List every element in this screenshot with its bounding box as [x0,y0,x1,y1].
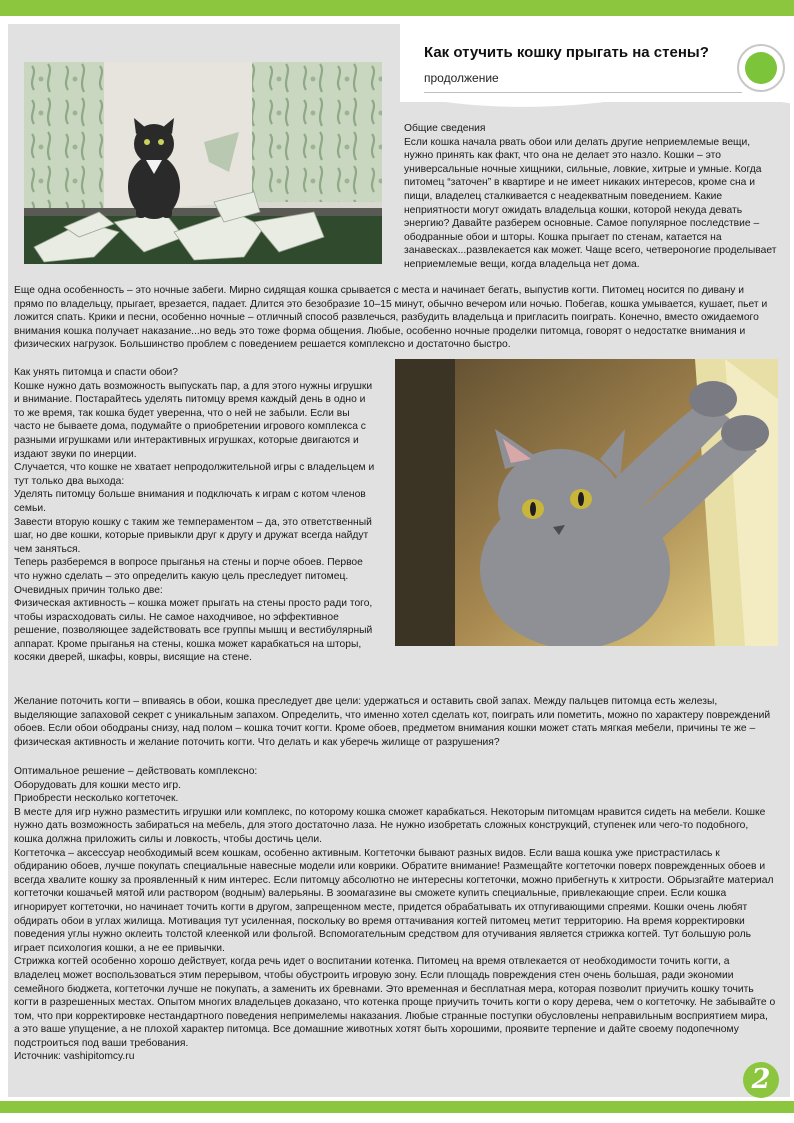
paragraph: В месте для игр нужно разместить игрушки или комплекс, по которому кошка сможет карабкаться. Некоторым питомцам нравится сидеть на мебели. Кошке нужно дать возможность забираться на мебель, для этого достаточно лаза. Не нужно изобретать сложных конструкций, ступенек или чего-то подобного, кошка должна приложить силы и ловкость, чтобы достичь цели. [14,806,766,845]
section-heading-solution: Оптимальное решение – действовать комплексно: [14,766,258,777]
intro-paragraph: Если кошка начала рвать обои или делать другие неприемлемые вещи, нужно принять как факт, что она не делает это назло. Кошки – это универсальные ночные хищники, сильные, ловкие, хитрые и умные. Когда питомец “заточен” в квартире и не имеет никаких интересов, кроме сна и пищи, владелец сталкивается с неадекватным поведением. Какие неприятности могут ожидать владельца кошки, которой некуда девать энергию? Давайте разберем основные. Самое популярное последствие – ободранные обои и шторы. Кошка прыгает по стенам, катается на занавесках...развлекается как может. Чаще всего, четвероногие проделывает неприемлемые вещи, когда владельца нет дома. [404,136,777,270]
final-block-text [14,765,776,1064]
paragraph: Случается, что кошке не хватает непродолжительной игры с владельцем и тут только два выхода: [14,462,375,487]
paragraph: Теперь разберемся в вопросе прыганья на стены и порче обоев. Первое что нужно сделать – это определить какую цель преследует питомец. Очевидных причин только две: [14,557,363,596]
intro-heading: Общие сведения [404,123,486,134]
paragraph: Стрижка когтей особенно хорошо действует, когда речь идет о воспитании котенка. Питомец на время отвлекается от необходимости точить когти, а владелец может воспользоваться этим перерывом, чтобы обустроить игровую зону. Если площадь повреждения стен очень большая, ради экономии семейного бюджета, когтеточки лучше не покупать, а заменить их бревнами. Это временная и бесплатная мера, которая позволит приучить кошку точить когти в разрешенных местах. Опытом многих владельцев доказано, что котенка проще приучить точить когти о кору дерева, чем о когтеточку. Не забывайте о том, что при корректировке нестандартного поведения непримелемы наказания. Любые странные поступки обусловлены неправильным восприятием мира, а это ваше упущение, а не плохой характер питомца. Все домашние животных хотят быть хорошими, проявите терпение и дайте своему подопечному подстроиться под ваши требования. [14,956,776,1049]
paragraph: Когтеточка – аксессуар необходимый всем кошкам, особенно активным. Когтеточки бывают разных видов. Если ваша кошка уже пристрастилась к обдиранию обоев, лучше покупать специальные навесные модели или коврики. Обратите внимание! Размещайте когтеточки поверх поврежденных обоев и всегда хвалите кошку за проявленный к ним интерес. Если питомцу абсолютно не интересны когтеточки, можно прибегнуть к хитрости. Обрызгайте материал когтеточки кошачьей мятой или раствором (водным) валерьяны. В зоомагазине вы сможете купить специальные, привлекающие спреи. Если кошка игнорирует когтеточки, но начинает точить когти в другом, запрещенном месте, придется обрабатывать их отпугивающими спреями. Кошки очень любят обдирать обои в углах жилища. Мотивация тут усиленная, поскольку во время оттачивания когтей питомец метит территорию. На время корректировки поведения углы нужно оклеить толстой клеенкой или фольгой. Вспомогательным средством для отучивания является стрижка когтей. Тут большую роль играет психология кошки, а не ее привычки. [14,847,774,954]
bottom-accent-bar [0,1101,794,1113]
source-line: Источник: vashipitomcy.ru [14,1051,135,1063]
intro-text [404,122,777,272]
night-run-paragraph: Еще одна особенность – это ночные забеги. Мирно сидящая кошка срывается с места и начинает бегать, выпустив когти. Питомец носится по дивану и прямо по владельцу, прыгает, врезается, падает. Длится это безобразие 10–15 минут, обычно вечером или ночью. Побегав, кошка умывается, кушает, пьет и ложится спать. Крики и песни, особенно ночные – отличный способ развлечься, разбудить владельца и пригласить поиграть. Конечно, вместо ожидаемого внимания кошка получает наказание...но ведь это тоже форма общения. Любые, особенно ночные проделки питомца, говорят о недостатке внимания и физических нагрузок. Большинство проблем с поведением решается комплексно и достаточно быстро. [14,285,768,351]
page-title: Как отучить кошку прыгать на стены? [424,44,709,61]
paragraph: Кошке нужно дать возможность выпускать пар, а для этого нужны игрушки и внимание. Постарайтесь уделять питомцу время каждый день в одно и то же время, так кошка будет уверенна, что о ней не забыли. Если вы часто не бываете дома, подумайте о приобретении игрового комплекса с разными игрушками или интерактивных игрушках, которые двигаются и издают звуки по инерции. [14,380,373,460]
section-heading-calm: Как унять питомца и спасти обои? [14,367,179,378]
list-item: Оборудовать для кошки место игр. [14,779,181,791]
page-subtitle: продолжение [424,71,499,85]
list-item: Завести вторую кошку с таким же темпераментом – да, это ответственный шаг, но две кошки, которые привыкли друг к другу и дружат всегда найдут чем заняться. [14,516,372,555]
claws-paragraph: Желание поточить когти – впиваясь в обои, кошка преследует две цели: удержаться и оставить свой запах. Между пальцев питомца есть железы, выделяющие запаховой секрет с уникальным запахом. Определить, что именно хотел сделать кот, поиграть или пометить, можно по характеру повреждений обоев. Если обои ободраны снизу, над полом – кошка точит когти. Кроме обоев, предметом внимания кошки может стать мягкая мебели, причины те же – физическая активность и желание поточить когти. Что делать и как уберечь жилище от разрушения? [14,696,771,748]
list-item: Физическая активность – кошка может прыгать на стены просто ради того, чтобы израсходовать силы. Не самое находчивое, но эффективное решение, позволяющее задействовать все группы мышц и вестибулярный аппарат. Кроме прыганья на стены, кошка может карабкаться на шторы, косяки дверей, шкафы, ковры, висящие на стене. [14,598,373,664]
cat-wallpaper-photo [24,62,382,264]
page-number-badge: 2 [743,1062,779,1098]
list-item: Приобрести несколько когтеточек. [14,793,179,805]
left-column-text [14,366,376,665]
title-card-wave [400,86,794,112]
green-dot-icon [745,52,777,84]
list-item: Уделять питомцу больше внимания и подключать к играм с котом членов семьи. [14,489,366,514]
title-rule [424,92,742,93]
cat-climbing-photo [395,359,778,646]
top-accent-bar [0,0,794,16]
